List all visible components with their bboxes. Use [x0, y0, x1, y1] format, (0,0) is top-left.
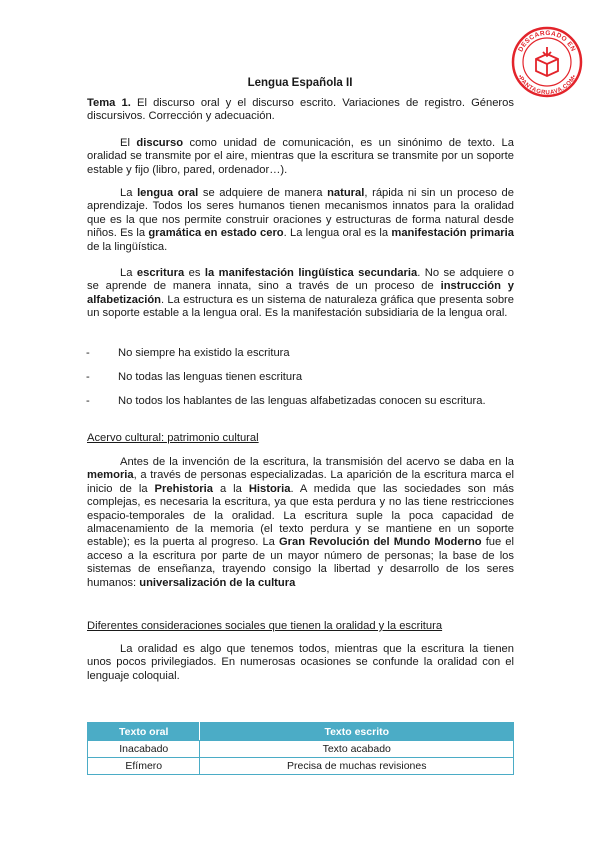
column-header: Texto oral: [88, 723, 200, 741]
table-row: [88, 758, 514, 775]
list-item-text: No siempre ha existido la escritura: [118, 347, 290, 359]
text-run: . A medida que las sociedades son más complejas, es necesaria la escritura, ya que esta perdura y no las tiene restricciones espacio-temporales de la oralidad. La escritura suple la poca capacidad de almacenamiento de la memoria (el texto perdura y se mantiene en un soporte estable); es la puerta al progreso. La: [87, 482, 514, 549]
list-item-text: No todos los hablantes de las lenguas alfabetizadas conocen su escritura.: [118, 395, 486, 407]
bullet-marker: -: [86, 395, 90, 407]
stamp-top-text: DESCARGADO EN: [517, 29, 577, 53]
bold-text-run: Prehistoria: [154, 482, 213, 495]
section-heading-acervo: Acervo cultural: patrimonio cultural: [87, 432, 259, 444]
section-heading-consideraciones: Diferentes consideraciones sociales que tienen la oralidad y la escritura: [87, 620, 443, 632]
bold-text-run: memoria: [87, 469, 134, 482]
table-row: [88, 741, 514, 758]
table-cell: Efímero: [88, 758, 200, 775]
bold-text-run: Historia: [248, 482, 291, 495]
text-run: La: [120, 187, 138, 199]
bullet-marker: -: [86, 347, 90, 359]
bold-text-run: natural: [327, 187, 365, 199]
paragraph-acervo: [87, 456, 514, 590]
column-header: Texto escrito: [200, 723, 514, 741]
tema-label: Tema 1.: [87, 97, 131, 109]
bold-text-run: escritura: [136, 267, 185, 279]
document-title: Lengua Española II: [247, 77, 353, 89]
text-run: La oralidad es algo que tenemos todos, mientras que la escritura la tienen unos pocos privilegiados. En numerosas ocasiones se confunde la oralidad con el lenguaje coloquial.: [87, 643, 514, 682]
text-run: es: [184, 267, 205, 279]
text-run: a la: [213, 482, 249, 495]
box-icon: [536, 47, 558, 76]
table-cell: Precisa de muchas revisiones: [200, 758, 514, 775]
text-run: fue el acceso a la escritura por parte de un mayor número de personas; la base de los sistemas de enseñanza, trayendo consigo la libertad y desarrollo de los seres humanos:: [87, 536, 515, 589]
list-item: [86, 371, 514, 384]
text-run: . No se adquiere o se aprende de manera innata, sino a través de un proceso de: [87, 267, 514, 293]
text-run: como unidad de comunicación, es un sinónimo de texto. La oralidad se transmite por el aire, mientras que la escritura se transmite por un soporte estable y fijo (libro, pared, ordenador…).: [87, 137, 514, 176]
tema-heading: [87, 97, 514, 124]
text-run: El: [120, 137, 137, 149]
text-run: . La lengua oral es la: [283, 227, 392, 240]
paragraph-oralidad: [87, 643, 514, 683]
text-run: . La estructura es un sistema de naturaleza gráfica que presenta sobre un soporte estable a la lengua oral. Es la manifestación subsidiaria de la lengua oral.: [87, 293, 514, 320]
list-item-text: No todas las lenguas tienen escritura: [118, 371, 303, 383]
bold-text-run: la manifestación lingüística secundaria: [204, 267, 418, 279]
list-item: [86, 347, 514, 360]
text-run: La: [120, 267, 137, 279]
table-cell: Inacabado: [88, 741, 200, 758]
bullet-marker: -: [86, 371, 90, 383]
text-run: se adquiere de manera: [198, 187, 328, 199]
bold-text-run: discurso: [136, 137, 184, 149]
paragraph-escritura: [87, 267, 514, 321]
bold-text-run: lengua oral: [137, 187, 199, 199]
bold-text-run: instrucción y alfabetización: [87, 280, 514, 306]
list-item: [86, 395, 514, 408]
bold-text-run: universalización de la cultura: [139, 576, 296, 589]
text-run: , rápida ni sin un proceso de aprendizaje. Todos los seres humanos tienen mecanismos innatos para la oralidad que es la que nos permite construir oraciones y estructuras de forma natural desde niños. Es la: [87, 187, 514, 240]
table-cell: Texto acabado: [200, 741, 514, 758]
text-run: de la lingüística.: [87, 240, 168, 253]
bold-text-run: Gran Revolución del Mundo Moderno: [278, 536, 482, 549]
text-run: Antes de la invención de la escritura, la transmisión del acervo se daba en la: [120, 456, 514, 468]
text-run: , a través de personas especializadas. La aparición de la escritura marca el inicio de la: [87, 469, 514, 495]
paragraph-lengua-oral: [87, 187, 514, 254]
bold-text-run: manifestación primaria: [391, 227, 514, 240]
stamp-bottom-text: •PANTAGRUAVA.COM•: [516, 74, 578, 97]
comparison-table: [87, 722, 514, 775]
bold-text-run: gramática en estado cero: [148, 227, 284, 240]
paragraph-discurso: [87, 137, 514, 177]
table-header-row: [88, 723, 514, 741]
tema-text: El discurso oral y el discurso escrito. Variaciones de registro. Géneros discursivos. Corrección y adecuación.: [87, 97, 514, 123]
